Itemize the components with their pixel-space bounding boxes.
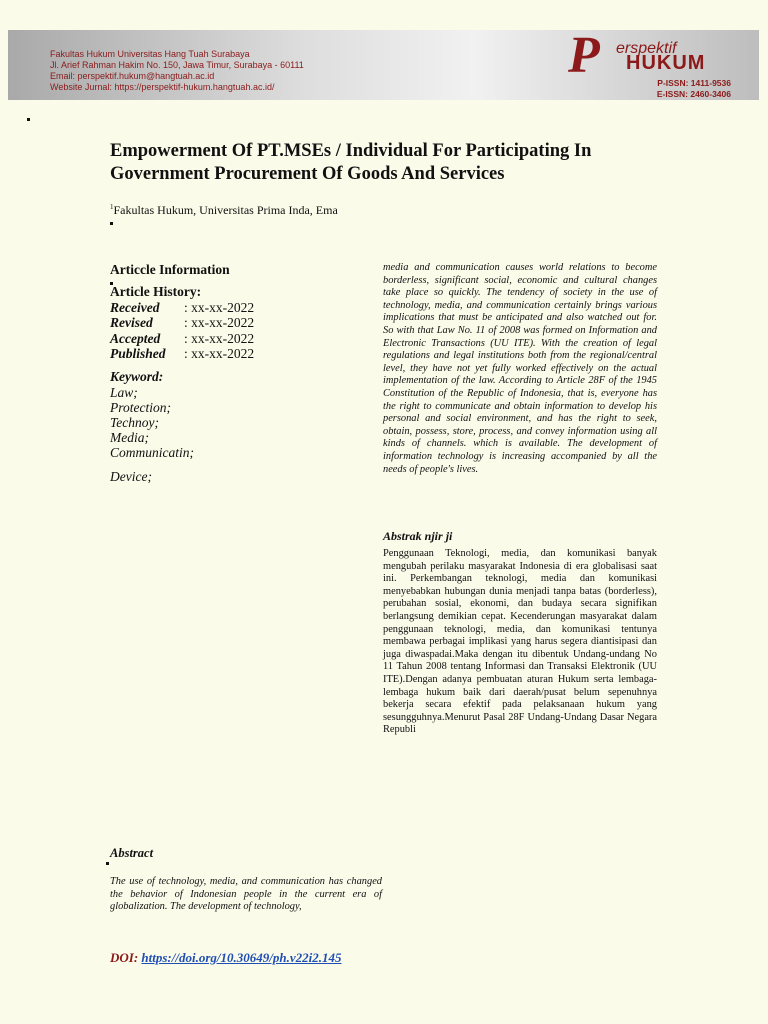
history-value: : xx-xx-2022	[184, 300, 255, 315]
history-label: Received	[110, 300, 160, 315]
header-address: Jl. Arief Rahman Hakim No. 150, Jawa Timur, Surabaya - 60111	[50, 60, 304, 70]
logo-hukum: HUKUM	[626, 52, 706, 74]
keyword-item: Device;	[110, 469, 152, 484]
article-title: Empowerment Of PT.MSEs / Individual For Participating In Government Procurement Of Goods And Services	[110, 141, 592, 184]
abstract-text: The use of technology, media, and communication has changed the behavior of Indonesian people in the current era of globalization. The development of technology,	[110, 876, 382, 913]
history-label: Accepted	[110, 331, 161, 346]
keyword-item: Communicatin;	[110, 445, 194, 460]
logo-word: erspektif	[616, 40, 677, 57]
abstrak-heading: Abstrak njir ji	[383, 529, 453, 543]
affiliation-superscript: 1	[110, 203, 114, 211]
affiliation-text: Fakultas Hukum, Universitas Prima Inda, Ema	[113, 203, 338, 217]
journal-header-banner	[8, 27, 759, 100]
history-value: : xx-xx-2022	[184, 346, 255, 361]
history-value: : xx-xx-2022	[184, 315, 255, 330]
doi-line	[110, 950, 342, 966]
history-label: Published	[110, 346, 166, 361]
english-abstract-continued: media and communication causes world relations to become borderless, significant social, economic and cultural changes take place so quickly. The tendency of society in the use of technology, media, and communication certainly brings various implications that must be anticipated and also watched out for. So with that Law No. 11 of 2008 was formed on Information and Electronic Transactions (UU ITE). With the creation of legal regulations and legal institutions both from the regional/central level, they have not yet fully worked effectively on the actual implementation of the law. According to Article 28F of the 1945 Constitution of the Republic of Indonesia, that is, everyone has the right to communicate and obtain information to develop his personal and social environment, and has the right to seek, obtain, possess, store, process, and convey information using all kinds of channels. which is available. The development of information technology is increasing accompanied by all the needs of people's lives.	[383, 262, 657, 475]
abstract-heading: Abstract	[110, 846, 154, 860]
history-label: Revised	[110, 315, 153, 330]
keyword-item: Media;	[110, 430, 149, 445]
p-issn: P-ISSN: 1411-9536	[657, 78, 731, 88]
history-value: : xx-xx-2022	[184, 331, 255, 346]
bullet-marker	[27, 118, 30, 121]
header-website: Website Jurnal: https://perspektif-hukum.hangtuah.ac.id/	[50, 82, 275, 92]
header-email: Email: perspektif.hukum@hangtuah.ac.id	[50, 71, 215, 81]
keyword-item: Law;	[110, 385, 138, 400]
author-affiliation	[110, 203, 338, 218]
doi-label: DOI:	[110, 950, 139, 965]
keyword-item: Protection;	[110, 400, 171, 415]
article-info-heading: Articcle Information	[110, 262, 230, 277]
header-institution: Fakultas Hukum Universitas Hang Tuah Surabaya	[50, 49, 250, 59]
bullet-marker	[106, 862, 109, 865]
doi-link[interactable]: https://doi.org/10.30649/ph.v22i2.145	[141, 950, 342, 965]
logo-letter: P	[568, 27, 600, 84]
bullet-marker	[110, 222, 113, 225]
article-history-heading: Article History:	[110, 284, 202, 299]
keyword-heading: Keyword:	[110, 369, 164, 384]
abstrak-text: Penggunaan Teknologi, media, dan komunikasi banyak mengubah perilaku masyarakat Indonesia di era globalisasi saat ini. Perkembangan teknologi, media dan komunikasi menyebabkan hubungan dunia menjadi tanpa batas (borderless), perubahan sosial, ekonomi, dan budaya secara signifikan berlangsung demikian cepat. Kecenderungan masyarakat dalam penggunaan teknologi, media, dan komunikasi tentunya membawa perbagai implikasi yang harus segera diantisipasi dan juga diwaspadai.Maka dengan itu dibentuk Undang-undang No 11 Tahun 2008 tentang Informasi dan Transaksi Elektronik (UU ITE).Dengan adanya pembuatan aturan Hukum serta lembaga-lembaga hukum baik dari daerah/pusat belum sepenuhnya bekerja secara efektif pada pelaksanaan hukum yang sesungguhnya.Menurut Pasal 28F Undang-Undang Dasar Negara Republi	[383, 548, 657, 736]
keyword-item: Technoy;	[110, 415, 159, 430]
e-issn: E-ISSN: 2460-3406	[656, 89, 731, 99]
